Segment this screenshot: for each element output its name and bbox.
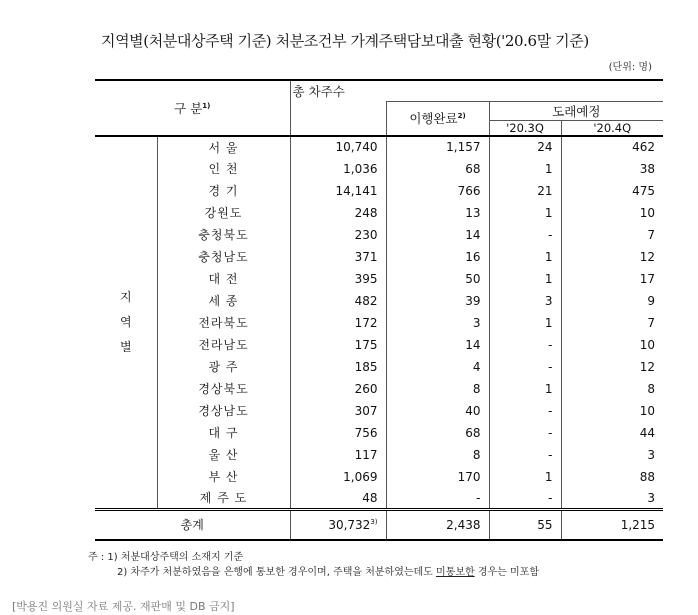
q4-cell: 88: [639, 469, 656, 484]
table-row: [95, 400, 663, 422]
q3-cell: -: [489, 400, 561, 422]
region-name: 충청북도: [157, 224, 290, 246]
completed-cell: 766: [386, 180, 489, 202]
completed-cell: 40: [386, 400, 489, 422]
region-group-label: [95, 136, 157, 510]
header-row-1: [95, 80, 663, 101]
table-row: [95, 334, 663, 356]
table-row: [95, 290, 663, 312]
region-group-char: 지: [119, 289, 132, 304]
table-row: [95, 488, 663, 510]
table-title: 지역별(처분대상주택 기준) 처분조건부 가계주택담보대출 현황('20.6말 기준): [101, 32, 589, 50]
region-name: 전라북도: [157, 312, 290, 334]
q3-cell: 1: [489, 158, 561, 180]
region-name: 세 종: [157, 290, 290, 312]
total-cell: 395: [290, 268, 386, 290]
q4-cell: 12: [639, 249, 656, 264]
q4-cell: 38: [639, 161, 656, 176]
region-group-char: 역: [119, 314, 132, 329]
table-row: [95, 466, 663, 488]
region-name: 경 기: [157, 180, 290, 202]
q3-cell: 1: [489, 268, 561, 290]
region-name: 서 울: [157, 136, 290, 158]
completed-cell: 16: [386, 246, 489, 268]
totals-sup: 3): [370, 517, 378, 526]
region-name: 대 구: [157, 422, 290, 444]
q4-cell: 7: [647, 315, 656, 330]
total-cell: 756: [290, 422, 386, 444]
region-name: 울 산: [157, 444, 290, 466]
region-name: 강원도: [157, 202, 290, 224]
region-name: 광 주: [157, 356, 290, 378]
total-cell: 371: [290, 246, 386, 268]
table-row: [95, 246, 663, 268]
q3-cell: -: [489, 422, 561, 444]
region-name: 전라남도: [157, 334, 290, 356]
region-name: 부 산: [157, 466, 290, 488]
due-header: 도래예정: [489, 101, 663, 120]
totals-q3: 55: [489, 510, 561, 540]
region-name: 대 전: [157, 268, 290, 290]
total-cell: 482: [290, 290, 386, 312]
q3-cell: 1: [489, 466, 561, 488]
total-cell: 307: [290, 400, 386, 422]
q4-cell: 7: [647, 227, 656, 242]
table-row: [95, 422, 663, 444]
table-row: [95, 444, 663, 466]
q3-cell: -: [489, 334, 561, 356]
total-cell: 185: [290, 356, 386, 378]
table-row: [95, 136, 663, 158]
q3-cell: -: [489, 488, 561, 510]
q4-cell: 462: [561, 136, 663, 158]
footnote-2-text-b: 경우는 미포함: [474, 567, 539, 578]
q3-cell: 24: [489, 136, 561, 158]
table-row: [95, 158, 663, 180]
q3-cell: 1: [489, 202, 561, 224]
completed-cell: 4: [386, 356, 489, 378]
completed-cell: 14: [386, 224, 489, 246]
total-cell: 117: [290, 444, 386, 466]
category-header: [95, 80, 290, 136]
q4-cell: 44: [639, 425, 656, 440]
region-name: 제 주 도: [157, 488, 290, 510]
q4-cell: 10: [639, 337, 656, 352]
totals-total: [290, 510, 386, 540]
completed-cell: -: [386, 488, 489, 510]
total-cell: 14,141: [290, 180, 386, 202]
total-subheader-blank: [290, 101, 386, 136]
footnotes: [88, 550, 539, 580]
q3-cell: 1: [489, 378, 561, 400]
completed-cell: 68: [386, 422, 489, 444]
q4-cell: 8: [647, 381, 656, 396]
completed-cell: 39: [386, 290, 489, 312]
table-body: [95, 136, 663, 510]
q3-cell: -: [489, 444, 561, 466]
category-sup: 1): [202, 101, 211, 110]
total-header: 총 차주수: [290, 80, 663, 101]
q4-cell: 10: [639, 205, 656, 220]
region-name: 인 천: [157, 158, 290, 180]
footnote-2-underlined: 미통보한: [436, 567, 475, 578]
q3-cell: -: [489, 356, 561, 378]
q4-header: '20.4Q: [593, 120, 632, 135]
source-credit: [박용진 의원실 자료 제공. 재판매 및 DB 금지]: [12, 600, 235, 613]
table-row: [95, 180, 663, 202]
table-row: [95, 356, 663, 378]
table-row: [95, 224, 663, 246]
q4-cell: 3: [647, 447, 656, 462]
unit-label: (단위: 명): [608, 62, 652, 73]
table-row: [95, 378, 663, 400]
completed-cell: 14: [386, 334, 489, 356]
completed-header: [386, 101, 489, 136]
region-name: 경상북도: [157, 378, 290, 400]
loan-table: [95, 79, 663, 541]
totals-completed: 2,438: [386, 510, 489, 540]
total-cell: 175: [290, 334, 386, 356]
total-cell: 1,036: [290, 158, 386, 180]
completed-cell: 13: [386, 202, 489, 224]
total-cell: 230: [290, 224, 386, 246]
region-name: 충청남도: [157, 246, 290, 268]
q4-cell: 475: [632, 183, 656, 198]
footnote-1: [88, 550, 539, 565]
q3-cell: 1: [489, 312, 561, 334]
table-row: [95, 312, 663, 334]
table-row: [95, 268, 663, 290]
q3-header: '20.3Q: [489, 120, 561, 136]
completed-cell: 68: [386, 158, 489, 180]
completed-cell: 8: [386, 444, 489, 466]
q3-cell: 1: [489, 246, 561, 268]
footnote-prefix: 주 :: [88, 552, 105, 563]
completed-cell: 1,157: [386, 136, 489, 158]
footnote-1-text: 1) 처분대상주택의 소재지 기준: [107, 552, 244, 563]
totals-total-value: 30,732: [328, 517, 371, 532]
q4-cell: 12: [639, 359, 656, 374]
completed-cell: 170: [386, 466, 489, 488]
completed-sup: 2): [457, 111, 466, 120]
completed-header-label: 이행완료: [409, 111, 458, 126]
total-cell: 48: [290, 488, 386, 510]
totals-q4: 1,215: [561, 510, 663, 540]
footnote-2-text-a: 2) 차주가 처분하였음을 은행에 통보한 경우이며, 주택을 처분하였는데도: [117, 567, 437, 578]
q4-cell: 9: [647, 293, 656, 308]
total-cell: 1,069: [290, 466, 386, 488]
completed-cell: 50: [386, 268, 489, 290]
region-group-char: 별: [119, 339, 132, 354]
q3-cell: 3: [489, 290, 561, 312]
total-cell: 260: [290, 378, 386, 400]
q4-cell: 10: [639, 403, 656, 418]
completed-cell: 8: [386, 378, 489, 400]
table-row: [95, 202, 663, 224]
region-name: 경상남도: [157, 400, 290, 422]
category-header-label: 구 분: [174, 100, 203, 116]
q4-cell: 3: [647, 490, 656, 505]
completed-cell: 3: [386, 312, 489, 334]
footnote-2: [88, 565, 539, 580]
total-cell: 172: [290, 312, 386, 334]
q3-cell: 21: [489, 180, 561, 202]
q4-cell: 17: [639, 271, 656, 286]
totals-label: 총계: [95, 510, 290, 540]
q3-cell: -: [489, 224, 561, 246]
total-cell: 248: [290, 202, 386, 224]
totals-row: [95, 510, 663, 540]
total-cell: 10,740: [290, 136, 386, 158]
